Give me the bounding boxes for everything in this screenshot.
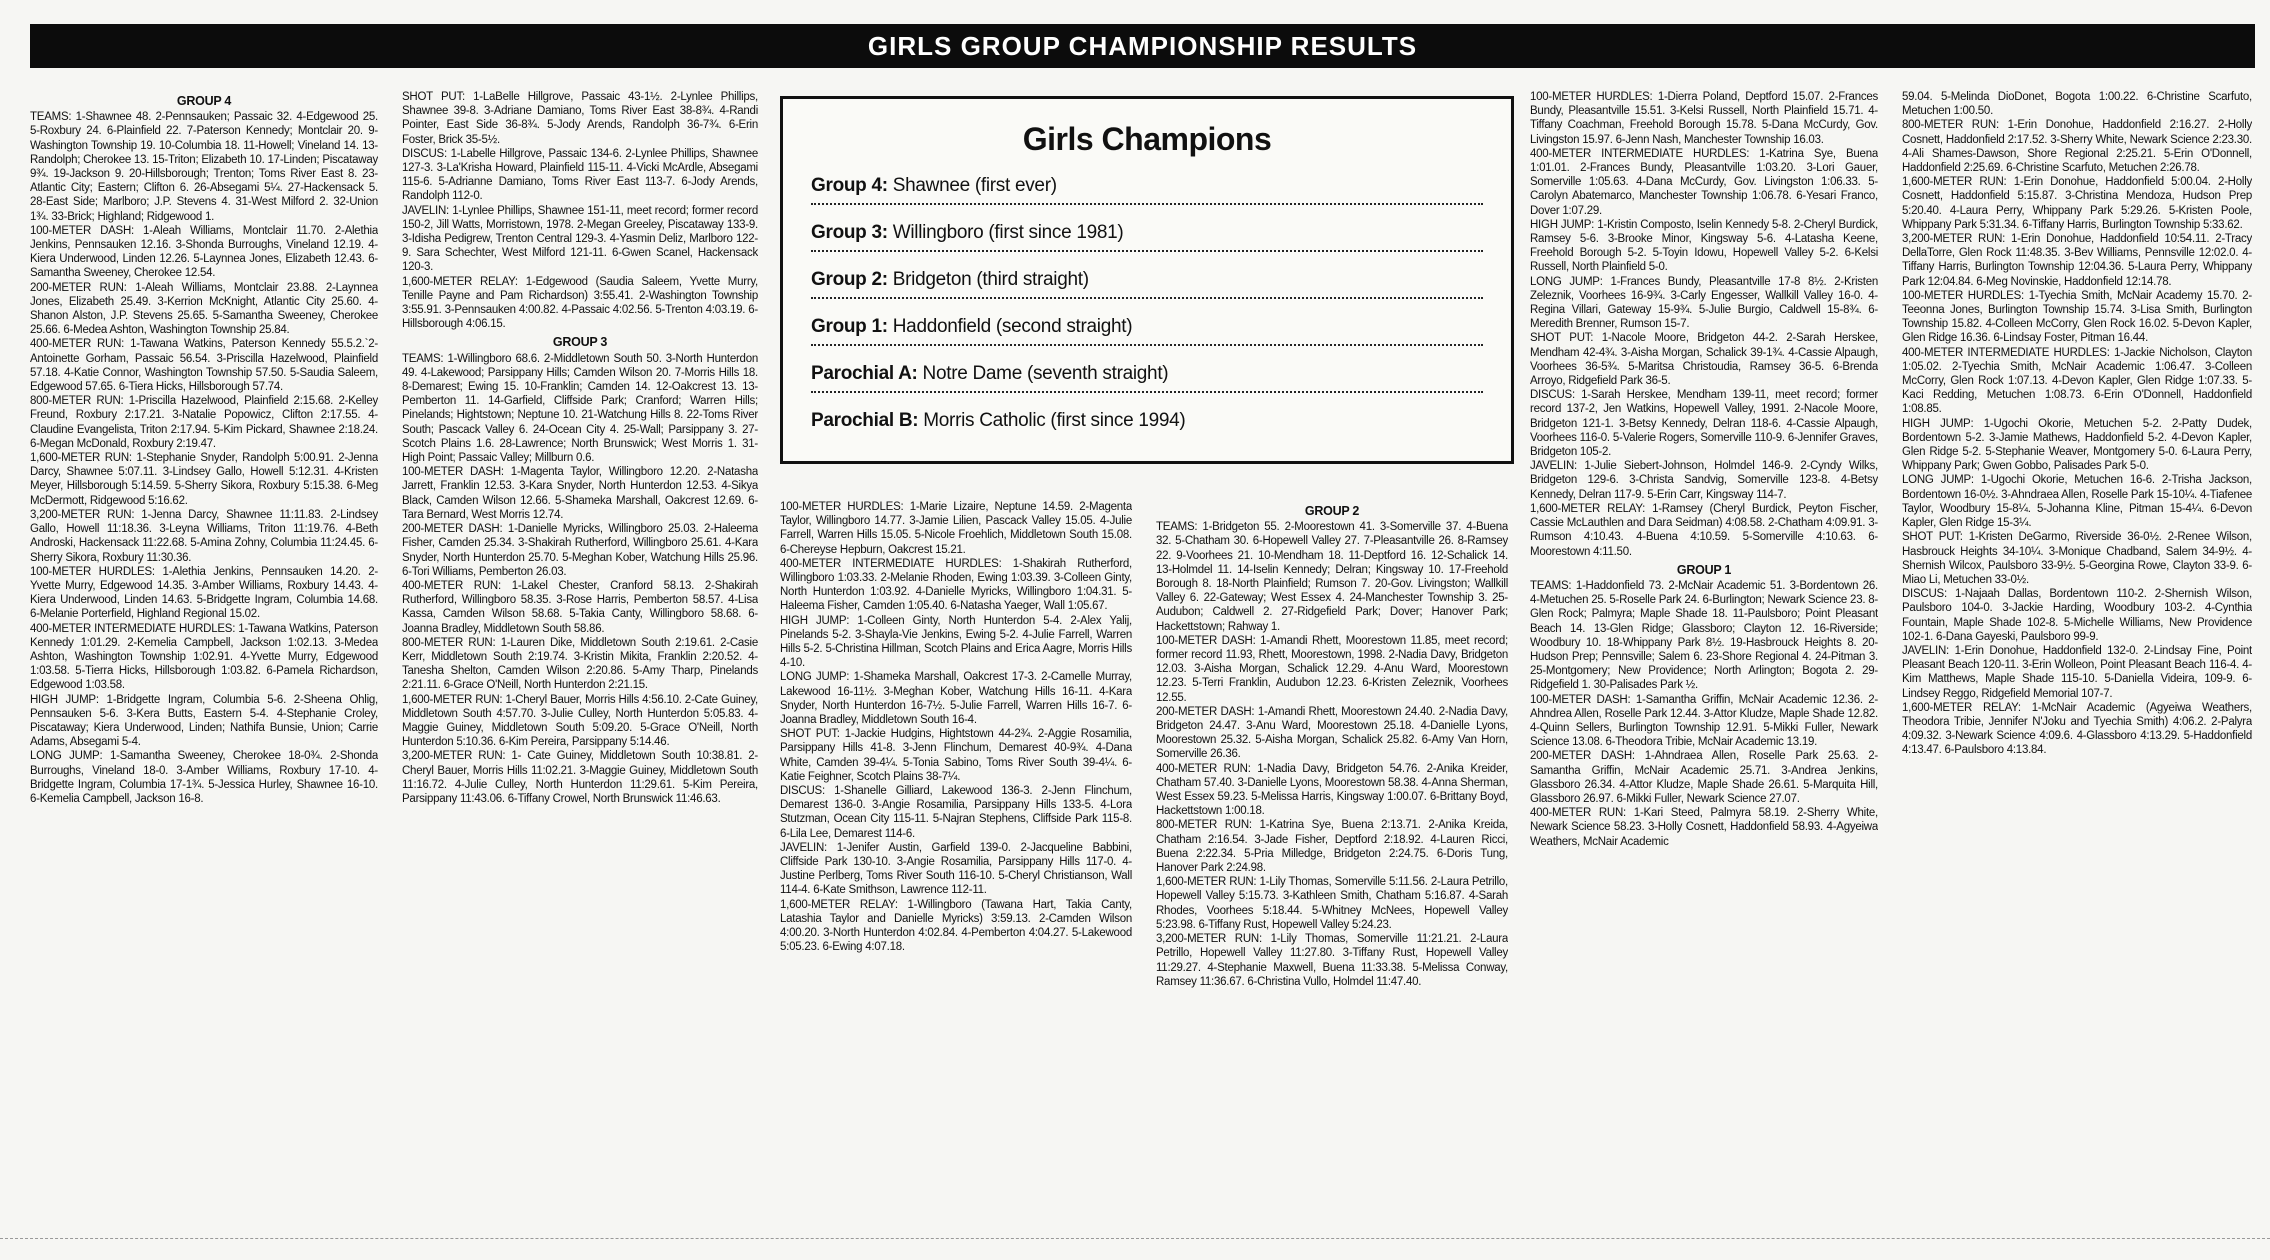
champion-row	[811, 216, 1483, 252]
paragraph-list	[402, 352, 758, 807]
event-result-paragraph: 100-METER HURDLES: 1-Marie Lizaire, Neptune 14.59. 2-Magenta Taylor, Willingboro 14.77. 3-Jamie Lilien, Pascack Valley 15.05. 4-Julie Farrell, Warren Hills 15.05. 5-Nicole Froehlich, Middletown South 15.08. 6-Chereyse Hepburn, Oakcrest 15.21.	[780, 501, 1132, 556]
results-column-3	[780, 500, 1132, 1245]
event-result-paragraph: 3,200-METER RUN: 1-Jenna Darcy, Shawnee 11:11.83. 2-Lindsey Gallo, Howell 11:18.36. 3-Leyna Williams, Triton 11:19.76. 4-Beth Androski, Hackensack 11:22.68. 5-Amina Zohny, Columbia 11:24.45. 6-Sherry Sikora, Roxbury 11:30.36.	[30, 508, 378, 564]
event-result-paragraph: 1,600-METER RELAY: 1-Edgewood (Saudia Saleem, Yvette Murry, Tenille Payne and Pam Richardson) 3:55.41. 2-Washington Township 3:55.91. 3-Pennsauken 4:00.82. 4-Passaic 4:02.56. 5-Trenton 4:03.19. 6-Hillsborough 4:06.15.	[402, 275, 758, 331]
page-banner: GIRLS GROUP CHAMPIONSHIP RESULTS	[30, 24, 2255, 68]
event-result-paragraph: JAVELIN: 1-Jenifer Austin, Garfield 139-0. 2-Jacqueline Babbini, Cliffside Park 130-10. 3-Angie Rosamilia, Parsippany Hills 117-0. 4-Justine Perlberg, Toms River South 116-10. 5-Cheryl Christianson, Wall 114-4. 6-Kate Smithson, Lawrence 112-11.	[780, 841, 1132, 897]
champion-row	[811, 404, 1483, 438]
champion-row	[811, 357, 1483, 393]
event-result-paragraph: 100-METER DASH: 1-Amandi Rhett, Moorestown 11.85, meet record; former record 11.93, Rhett, Moorestown, 1998. 2-Nadia Davy, Bridgeton 12.03. 3-Aisha Morgan, Schalick 12.29. 4-Anu Ward, Moorestown 12.23. 5-Terri Franklin, Audubon 12.23. 6-Kristen Zeleznik, Voorhees 12.55.	[1156, 634, 1508, 704]
event-result-paragraph: HIGH JUMP: 1-Bridgette Ingram, Columbia 5-6. 2-Sheena Ohlig, Pennsauken 5-6. 3-Kera Butts, Eastern 5-4. 4-Stephanie Croley, Piscataway; Kiera Underwood, Linden; Nathifa Bunsie, Union; Carrie Adams, Absegami 5-4.	[30, 693, 378, 749]
event-result-paragraph: 400-METER RUN: 1-Tawana Watkins, Paterson Kennedy 55.5.2.`2-Antoinette Gorham, Passaic 56.54. 3-Priscilla Hazelwood, Plainfield 57.18. 4-Katie Connor, Washington Township 57.50. 5-Saudia Saleem, Edgewood 57.65. 6-Tiera Hicks, Hillsborough 57.74.	[30, 338, 378, 394]
event-result-paragraph: HIGH JUMP: 1-Ugochi Okorie, Metuchen 5-2. 2-Patty Dudek, Bordentown 5-2. 3-Jamie Mathews, Haddonfield 5-2. 4-Devon Kapler, Glen Ridge 5-2. 5-Stephanie Weaver, Montgomery 5-0. 6-Laura Perry, Whippany Park; Gwen Gobbo, Palisades Park 5-0.	[1902, 417, 2252, 473]
event-result-paragraph: JAVELIN: 1-Julie Siebert-Johnson, Holmdel 146-9. 2-Cyndy Wilks, Bridgeton 129-6. 3-Christa Sandvig, Somerville 123-8. 4-Betsy Kennedy, Delran 117-9. 5-Erin Carr, Kingsway 114-7.	[1530, 460, 1878, 501]
event-result-paragraph: 100-METER DASH: 1-Samantha Griffin, McNair Academic 12.36. 2-Ahndrea Allen, Roselle Park 12.44. 3-Attor Kludze, Maple Shade 12.82. 4-Quinn Sellers, Burlington Township 12.91. 5-Mikki Fuller, Newark Science 13.08. 6-Theodora Tribie, McNair Academic 13.19.	[1530, 693, 1878, 749]
event-result-paragraph: 1,600-METER RELAY: 1-Willingboro (Tawana Hart, Takia Canty, Latashia Taylor and Danielle Myricks) 3:59.13. 2-Camden Wilson 4:00.20. 3-North Hunterdon 4:02.84. 4-Pemberton 4:04.27. 5-Lakewood 5:05.23. 6-Ewing 4:07.18.	[780, 898, 1132, 954]
event-result-paragraph: 1,600-METER RELAY: 1-Ramsey (Cheryl Burdick, Peyton Fischer, Cassie McLauthlen and Dara Seidman) 4:08.58. 2-Chatham 4:09.91. 3-Rumson 4:10.43. 4-Buena 4:10.59. 5-Somerville 4:10.63. 6-Moorestown 4:11.50.	[1530, 502, 1878, 558]
results-column-2	[402, 90, 758, 1245]
champion-group-label: Group 2:	[811, 269, 888, 290]
event-result-paragraph: LONG JUMP: 1-Frances Bundy, Pleasantville 17-8 8½. 2-Kristen Zeleznik, Voorhees 16-9¾. 3-Carly Engesser, Wallkill Valley 16-0. 4-Regina Villari, Gateway 15-9¾. 5-Julie Burgio, Caldwell 15-8¾. 6-Meredith Brenner, Rumson 15-7.	[1530, 275, 1878, 331]
results-column-5	[1530, 90, 1878, 1245]
results-column-4	[1156, 500, 1508, 1245]
event-result-paragraph: DISCUS: 1-Labelle Hillgrove, Passaic 134-6. 2-Lynlee Phillips, Shawnee 127-3. 3-La'Krisha Howard, Plainfield 115-11. 4-Vicki McArdle, Absegami 115-6. 5-Adrianne Damiano, Toms River East 113-7. 6-Jody Arends, Randolph 112-0.	[402, 147, 758, 203]
event-result-paragraph: TEAMS: 1-Bridgeton 55. 2-Moorestown 41. 3-Somerville 37. 4-Buena 32. 5-Chatham 30. 6-Hopewell Valley 27. 7-Pleasantville 26. 8-Ramsey 22. 9-Voorhees 21. 10-Mendham 18. 11-Deptford 16. 12-Schalick 14. 13-Holmdel 11. 14-Iselin Kennedy; Delran; Kingsway 10. 17-Freehold Borough 8. 18-North Plainfield; Rumson 7. 20-Gov. Livingston; Wallkill Valley 6. 22-Gateway; West Essex 4. 24-Manchester Township 3. 25-Audubon; Caldwell 2. 27-Ridgefield Park; Dover; Hanover Park; Hackettstown; Rahway 1.	[1156, 521, 1508, 633]
champion-team: Morris Catholic (first since 1994)	[923, 410, 1186, 431]
event-result-paragraph: DISCUS: 1-Shanelle Gilliard, Lakewood 136-3. 2-Jenn Flinchum, Demarest 136-0. 3-Angie Rosamilia, Parsippany Hills 133-5. 4-Lora Stutzman, Ocean City 115-11. 5-Najran Stephens, Cliffside Park 115-8. 6-Lila Lee, Demarest 114-6.	[780, 785, 1132, 840]
champion-row	[811, 169, 1483, 205]
paragraph-list	[30, 110, 378, 806]
event-result-paragraph: LONG JUMP: 1-Ugochi Okorie, Metuchen 16-6. 2-Trisha Jackson, Bordentown 16-0½. 3-Ahndraea Allen, Roselle Park 15-10¼. 4-Tiafenee Taylor, Woodbury 15-8¼. 5-Johanna Kline, Pitman 15-4¼. 6-Devon Kapler, Glen Ridge 15-3¼.	[1902, 474, 2252, 530]
section-heading-group-3: GROUP 3	[552, 335, 608, 350]
event-result-paragraph: 400-METER RUN: 1-Lakel Chester, Cranford 58.13. 2-Shakirah Rutherford, Willingboro 58.35. 3-Rose Harris, Pemberton 58.57. 4-Lisa Kassa, Camden Wilson 58.68. 5-Takia Canty, Willingboro 58.68. 6-Joanna Bradley, Middletown South 58.86.	[402, 579, 758, 635]
event-result-paragraph: 400-METER INTERMEDIATE HURDLES: 1-Tawana Watkins, Paterson Kennedy 1:01.29. 2-Kemelia Campbell, Jackson 1:02.13. 3-Medea Ashton, Washington Township 1:02.91. 4-Yvette Murry, Edgewood 1:03.58. 5-Tierra Hicks, Hillsborough 1:03.82. 6-Pamela Richardson, Edgewood 1:03.58.	[30, 622, 378, 692]
event-result-paragraph: 1,600-METER RUN: 1-Cheryl Bauer, Morris Hills 4:56.10. 2-Cate Guiney, Middletown South 4:57.70. 3-Julie Culley, North Hunterdon 5:05.83. 4-Maggie Guiney, Middletown South 5:09.20. 5-Grace O'Neill, North Hunterdon 5:10.36. 6-Kim Pereira, Parsippany 5:14.46.	[402, 693, 758, 749]
event-result-paragraph: DISCUS: 1-Sarah Herskee, Mendham 139-11, meet record; former record 137-2, Jen Watkins, Hopewell Valley, 1991. 2-Nacole Moore, Bridgeton 121-1. 3-Betsy Kennedy, Delran 118-6. 4-Cassie Alpaugh, Voorhees 116-0. 5-Valerie Rogers, Somerville 110-9. 6-Jennifer Graves, Bridgeton 105-2.	[1530, 389, 1878, 459]
event-result-paragraph: 3,200-METER RUN: 1-Lily Thomas, Somerville 11:21.21. 2-Laura Petrillo, Hopewell Valley 11:27.80. 3-Tiffany Rust, Hopewell Valley 11:29.27. 4-Stephanie Maxwell, Buena 11:33.38. 5-Melissa Conway, Ramsey 11:36.67. 6-Christina Vullo, Holmdel 11:47.40.	[1156, 933, 1508, 988]
event-result-paragraph: 400-METER RUN: 1-Kari Steed, Palmyra 58.19. 2-Sherry White, Newark Science 58.23. 3-Holly Cosnett, Haddonfield 58.93. 4-Agyeiwa Weathers, McNair Academic	[1530, 807, 1878, 848]
event-result-paragraph: HIGH JUMP: 1-Colleen Ginty, North Hunterdon 5-4. 2-Alex Yalij, Pinelands 5-2. 3-Shayla-Vie Jenkins, Ewing 5-2. 4-Julie Farrell, Warren Hills 5-2. 5-Christina Hillman, Scotch Plains and Erica Aagre, Morris Hills 4-10.	[780, 614, 1132, 670]
champion-group-label: Parochial B:	[811, 410, 919, 431]
event-result-paragraph: 100-METER HURDLES: 1-Alethia Jenkins, Pennsauken 14.20. 2-Yvette Murry, Edgewood 14.35. 3-Amber Williams, Roxbury 14.43. 4-Kiera Underwood, Linden 14.63. 5-Bridgette Ingram, Columbia 14.68. 6-Melanie Porterfield, Highland Regional 15.02.	[30, 565, 378, 621]
champion-team: Bridgeton (third straight)	[892, 269, 1089, 290]
event-result-paragraph: 1,600-METER RUN: 1-Erin Donohue, Haddonfield 5:00.04. 2-Holly Cosnett, Haddonfield 5:15.87. 3-Christina Mendoza, Hudson Prep 5:20.40. 4-Laura Perry, Whippany Park 5:29.26. 5-Kristen Poole, Whippany Park 5:31.34. 6-Tiffany Harris, Burlington Township 5:33.62.	[1902, 176, 2252, 231]
champion-team: Shawnee (first ever)	[892, 175, 1057, 196]
event-result-paragraph: 400-METER INTERMEDIATE HURDLES: 1-Jackie Nicholson, Clayton 1:05.02. 2-Tyechia Smith, McNair Academic 1:06.47. 3-Colleen McCorry, Glen Rock 1:07.13. 4-Devon Kapler, Glen Ridge 1:07.33. 5-Kaci Redding, Metuchen 1:08.73. 6-Erin O'Donnell, Haddonfield 1:08.85.	[1902, 346, 2252, 416]
champion-group-label: Group 4:	[811, 175, 888, 196]
champion-team: Notre Dame (seventh straight)	[922, 363, 1169, 384]
champion-group-label: Parochial A:	[811, 363, 918, 384]
event-result-paragraph: 800-METER RUN: 1-Priscilla Hazelwood, Plainfield 2:15.68. 2-Kelley Freund, Roxbury 2:17.21. 3-Natalie Popowicz, Clifton 2:17.55. 4-Claudine Evangelista, Triton 2:17.94. 5-Kim Pickard, Shawnee 2:18.24. 6-Megan McDonald, Roxbury 2:19.47.	[30, 395, 378, 450]
section-heading-group-1: GROUP 1	[1676, 562, 1732, 577]
event-result-paragraph: 200-METER DASH: 1-Danielle Myricks, Willingboro 25.03. 2-Haleema Fisher, Camden 25.34. 3-Shakirah Rutherford, Willingboro 25.61. 4-Kara Snyder, North Hunterdon 25.70. 5-Meghan Kober, Watchung Hills 25.96. 6-Tori Williams, Pemberton 26.03.	[402, 523, 758, 578]
event-result-paragraph: 800-METER RUN: 1-Erin Donohue, Haddonfield 2:16.27. 2-Holly Cosnett, Haddonfield 2:17.52. 3-Sherry White, Newark Science 2:23.30. 4-Ali Shames-Dawson, Shore Regional 2:25.21. 5-Erin O'Donnell, Haddonfield 2:25.69. 6-Christine Scarfuto, Metuchen 2:26.78.	[1902, 119, 2252, 175]
event-result-paragraph: LONG JUMP: 1-Shameka Marshall, Oakcrest 17-3. 2-Camelle Murray, Lakewood 16-11½. 3-Meghan Kober, Watchung Hills 16-11. 4-Kara Snyder, North Hunterdon 16-7½. 5-Julie Farrell, Warren Hills 16-7. 6-Joanna Bradley, Middletown South 16-4.	[780, 671, 1132, 727]
champions-box-title: Girls Champions	[1022, 121, 1272, 157]
champion-row	[811, 310, 1483, 346]
event-result-paragraph: 100-METER DASH: 1-Aleah Williams, Montclair 11.70. 2-Alethia Jenkins, Pennsauken 12.16. 3-Shonda Burroughs, Vineland 12.19. 4-Kiera Underwood, Linden 12.26. 5-Laynnea Jones, Elizabeth 12.43. 6-Samantha Sweeney, Cherokee 12.54.	[30, 224, 378, 280]
champion-group-label: Group 1:	[811, 316, 888, 337]
champion-team: Haddonfield (second straight)	[892, 316, 1133, 337]
paragraph-list	[1530, 579, 1878, 849]
paragraph-list	[1902, 90, 2252, 758]
section-heading-group-4: GROUP 4	[176, 94, 232, 108]
champion-group-label: Group 3:	[811, 222, 888, 243]
event-result-paragraph: 1,600-METER RUN: 1-Stephanie Snyder, Randolph 5:00.91. 2-Jenna Darcy, Shawnee 5:07.11. 3-Lindsey Gallo, Howell 5:12.31. 4-Kristen Meyer, Hillsborough 5:14.59. 5-Sherry Sikora, Roxbury 5:15.38. 6-Meg McDermott, Ridgewood 5:16.62.	[30, 452, 378, 507]
event-result-paragraph: 1,600-METER RELAY: 1-McNair Academic (Agyeiwa Weathers, Theodora Tribie, Jennifer N'Joku and Tyechia Smith) 4:06.2. 2-Palyra 4:09.32. 3-Newark Science 4:09.6. 4-Glassboro 4:13.29. 5-Haddonfield 4:13.47. 6-Paulsboro 4:13.84.	[1902, 701, 2252, 757]
event-result-paragraph: 200-METER RUN: 1-Aleah Williams, Montclair 23.88. 2-Laynnea Jones, Elizabeth 25.49. 3-Kerrion McKnight, Atlantic City 25.60. 4-Shanon Alston, J.P. Stevens 25.65. 5-Samantha Sweeney, Cherokee 25.66. 6-Medea Ashton, Washington Township 25.84.	[30, 281, 378, 337]
event-result-paragraph: SHOT PUT: 1-LaBelle Hillgrove, Passaic 43-1½. 2-Lynlee Phillips, Shawnee 39-8. 3-Adriane Damiano, Toms River East 38-8¾. 4-Randi Pointer, East Side 36-8¾. 5-Jody Arends, Randolph 36-7¾. 6-Erin Foster, Brick 35-5½.	[402, 91, 758, 146]
event-result-paragraph: TEAMS: 1-Shawnee 48. 2-Pennsauken; Passaic 32. 4-Edgewood 25. 5-Roxbury 24. 6-Plainfield 22. 7-Paterson Kennedy; Montclair 20. 9-Washington Township 19. 10-Columbia 18. 11-Howell; Vineland 14. 13-Randolph; Cherokee 13. 15-Triton; Elizabeth 10. 17-Linden; Piscataway 9¾. 19-Jackson 9. 20-Hillsborough; Trenton; Toms River East 8. 23-Atlantic City; Eastern; Clifton 6. 26-Absegami 5¼. 27-Hackensack 5. 28-East Side; Marlboro; J.P. Stevens 4. 31-West Milford 2. 32-Union 1¾. 33-Brick; Highland; Ridgewood 1.	[30, 111, 378, 223]
event-result-paragraph: 200-METER DASH: 1-Amandi Rhett, Moorestown 24.40. 2-Nadia Davy, Bridgeton 24.47. 3-Anu Ward, Moorestown 25.18. 4-Danielle Lyons, Moorestown 25.32. 5-Aisha Morgan, Schalick 25.82. 6-Amy Van Horn, Somerville 26.36.	[1156, 705, 1508, 761]
event-result-paragraph: 800-METER RUN: 1-Katrina Sye, Buena 2:13.71. 2-Anika Kreida, Chatham 2:16.54. 3-Jade Fisher, Deptford 2:18.92. 4-Lauren Ricci, Buena 2:22.34. 5-Pria Milledge, Bridgeton 2:24.75. 6-Doris Tung, Hanover Park 2:24.98.	[1156, 819, 1508, 875]
champion-row	[811, 263, 1483, 299]
champions-box	[780, 96, 1514, 464]
event-result-paragraph: TEAMS: 1-Willingboro 68.6. 2-Middletown South 50. 3-North Hunterdon 49. 4-Lakewood; Parsippany Hills; Camden Wilson 20. 7-Morris Hills 18. 8-Demarest; Ewing 15. 10-Franklin; Camden 14. 12-Oakcrest 13. 13-Pemberton 11. 14-Garfield, Cliffside Park; Cranford; Warren Hills; Pinelands; Hightstown; Neptune 10. 21-Watchung Hills 8. 22-Toms River South; Pascack Valley 6. 24-Ocean City 4. 25-Wall; Parsippany 3. 27-Scotch Plains 1.6. 28-Lawrence; North Brunswick; West Morris 1. 31-High Point; Passaic Valley; Millburn 0.6.	[402, 352, 758, 465]
event-result-paragraph: 3,200-METER RUN: 1-Erin Donohue, Haddonfield 10:54.11. 2-Tracy DellaTorre, Glen Rock 11:48.35. 3-Bev Williams, Pennsville 12:02.0. 4-Tiffany Harris, Burlington Township 12:04.36. 5-Laura Perry, Whippany Park 12:04.84. 6-Meg Novinskie, Haddonfield 12:14.78.	[1902, 233, 2252, 288]
section-heading-group-2: GROUP 2	[1304, 504, 1360, 518]
event-result-paragraph: 200-METER DASH: 1-Ahndraea Allen, Roselle Park 25.63. 2-Samantha Griffin, McNair Academic 25.71. 3-Andrea Jenkins, Glassboro 26.34. 4-Attor Kludze, Maple Shade 26.61. 5-Marquita Hill, Glassboro 26.97. 6-Mikki Fuller, Newark Science 27.07.	[1530, 750, 1878, 805]
event-result-paragraph: SHOT PUT: 1-Nacole Moore, Bridgeton 44-2. 2-Sarah Herskee, Mendham 42-4¾. 3-Aisha Morgan, Schalick 39-1¾. 4-Cassie Alpaugh, Voorhees 36-5¾. 5-Maritsa Christoudia, Ramsey 36-5. 6-Brenda Arroyo, Ridgefield Park 36-5.	[1530, 332, 1878, 388]
results-column-1	[30, 90, 378, 1245]
event-result-paragraph: LONG JUMP: 1-Samantha Sweeney, Cherokee 18-0¾. 2-Shonda Burroughs, Vineland 18-0. 3-Amber Williams, Roxbury 17-10. 4-Bridgette Ingram, Columbia 17-1¾. 5-Jessica Hurley, Shawnee 16-10. 6-Kemelia Campbell, Jackson 16-8.	[30, 750, 378, 805]
event-result-paragraph: 100-METER HURDLES: 1-Tyechia Smith, McNair Academy 15.70. 2-Teeonna Jones, Burlington Township 15.74. 3-Lisa Smith, Burlington Township 15.82. 4-Colleen McCorry, Glen Rock 16.02. 5-Devon Kapler, Glen Ridge 16.36. 6-Lindsay Foster, Pitman 16.44.	[1902, 289, 2252, 345]
event-result-paragraph: 400-METER INTERMEDIATE HURDLES: 1-Shakirah Rutherford, Willingboro 1:03.33. 2-Melanie Rhoden, Ewing 1:03.39. 3-Colleen Ginty, North Hunterdon 1:03.92. 4-Danielle Myricks, Willingboro 1:04.31. 5-Haleema Fisher, Camden 1:05.40. 6-Natasha Yaeger, Wall 1:05.67.	[780, 557, 1132, 613]
event-result-paragraph: SHOT PUT: 1-Jackie Hudgins, Hightstown 44-2¾. 2-Aggie Rosamilia, Parsippany Hills 41-8. 3-Jenn Flinchum, Demarest 40-9¾. 4-Dana White, Camden 39-4¼. 5-Tonia Sabino, Toms River South 39-4¼. 6-Katie Feighner, Scotch Plains 38-7¼.	[780, 728, 1132, 783]
event-result-paragraph: 1,600-METER RUN: 1-Lily Thomas, Somerville 5:11.56. 2-Laura Petrillo, Hopewell Valley 5:15.73. 3-Kathleen Smith, Chatham 5:16.87. 4-Sarah Rhodes, Voorhees 5:18.44. 5-Whitney McNees, Hopewell Valley 5:23.98. 6-Tiffany Rust, Hopewell Valley 5:24.23.	[1156, 876, 1508, 931]
results-column-6	[1902, 90, 2252, 1245]
event-result-paragraph: 100-METER HURDLES: 1-Dierra Poland, Deptford 15.07. 2-Frances Bundy, Pleasantville 15.51. 3-Kelsi Russell, North Plainfield 15.71. 4-Tiffany Coachman, Freehold Borough 15.78. 5-Dana McCurdy, Gov. Livingston 15.97. 6-Jenn Nash, Manchester Township 16.03.	[1530, 91, 1878, 146]
paragraph-list	[1156, 520, 1508, 989]
event-result-paragraph: 400-METER RUN: 1-Nadia Davy, Bridgeton 54.76. 2-Anika Kreider, Chatham 57.40. 3-Danielle Lyons, Moorestown 58.38. 4-Anna Sherman, West Essex 59.23. 5-Melissa Harris, Kingsway 1:00.07. 6-Brittany Boyd, Hackettstown 1:00.18.	[1156, 762, 1508, 818]
event-result-paragraph: JAVELIN: 1-Lynlee Phillips, Shawnee 151-11, meet record; former record 150-2, Jill Watts, Morristown, 1978. 2-Megan Greeley, Piscataway 133-9. 3-Idisha Pedigrew, Trenton Central 129-3. 4-Yasmin Deliz, Marlboro 122-9. Sara Schechter, West Milford 121-11. 6-Gwen Scanel, Hackensack 120-3.	[402, 204, 758, 274]
paragraph-list	[402, 90, 758, 331]
event-result-paragraph: 59.04. 5-Melinda DioDonet, Bogota 1:00.22. 6-Christine Scarfuto, Metuchen 1:00.50.	[1902, 91, 2252, 118]
event-result-paragraph: 400-METER INTERMEDIATE HURDLES: 1-Katrina Sye, Buena 1:01.01. 2-Frances Bundy, Pleasantville 1:03.20. 3-Lori Gauer, Somerville 1:05.63. 4-Dana McCurdy, Gov. Livingston 1:06.33. 5-Carolyn Abatemarco, Manchester Township 1:06.78. 6-Yesari Franco, Dover 1:07.29.	[1530, 147, 1878, 217]
event-result-paragraph: DISCUS: 1-Najaah Dallas, Bordentown 110-2. 2-Shernish Wilson, Paulsboro 104-0. 3-Jackie Harding, Woodbury 103-2. 4-Cynthia Fountain, Maple Shade 102-8. 5-Michelle Williams, New Providence 102-1. 6-Dana Gayeski, Paulsboro 99-9.	[1902, 588, 2252, 643]
event-result-paragraph: JAVELIN: 1-Erin Donohue, Haddonfield 132-0. 2-Lindsay Fine, Point Pleasant Beach 120-11. 3-Erin Wolleon, Point Pleasant Beach 116-4. 4-Kim Matthews, Maple Shade 115-10. 5-Daniella Videira, 109-9. 6-Lindsey Reggo, Ridgefield Memorial 107-7.	[1902, 644, 2252, 700]
champion-team: Willingboro (first since 1981)	[892, 222, 1124, 243]
paragraph-list	[1530, 90, 1878, 559]
page-fold-line	[0, 1238, 2270, 1240]
event-result-paragraph: SHOT PUT: 1-Kristen DeGarmo, Riverside 36-0½. 2-Renee Wilson, Hasbrouck Heights 34-10¼. 3-Monique Chadband, Salem 34-9½. 4-Shernish Wilcox, Paulsboro 33-9½. 5-Georgina Rowe, Clayton 33-9. 6-Miao Li, Metuchen 33-0½.	[1902, 531, 2252, 586]
event-result-paragraph: TEAMS: 1-Haddonfield 73. 2-McNair Academic 51. 3-Bordentown 26. 4-Metuchen 25. 5-Roselle Park 24. 6-Burlington; Newark Science 23. 8-Glen Rock; Palmyra; Maple Shade 18. 11-Paulsboro; Point Pleasant Beach 14. 13-Glen Ridge; Glassboro; Clayton 12. 16-Riverside; Woodbury 10. 18-Whippany Park 8½. 19-Hasbrouck Heights 8. 20-Hudson Prep; Pennsville; Salem 6. 23-Shore Regional 4. 24-Pitman 3. 25-Montgomery; New Providence; North Arlington; Bogota 2. 29-Ridgefield 1. 30-Palisades Park ½.	[1530, 579, 1878, 692]
event-result-paragraph: 3,200-METER RUN: 1- Cate Guiney, Middletown South 10:38.81. 2-Cheryl Bauer, Morris Hills 11:02.21. 3-Maggie Guiney, Middletown South 11:16.72. 4-Julie Culley, North Hunterdon 11:29.61. 5-Kim Pereira, Parsippany 11:43.06. 6-Tiffany Crowel, North Brunswick 11:46.63.	[402, 750, 758, 805]
event-result-paragraph: 100-METER DASH: 1-Magenta Taylor, Willingboro 12.20. 2-Natasha Jarrett, Franklin 12.53. 3-Kara Snyder, North Hunterdon 12.53. 4-Sikya Black, Camden Wilson 12.66. 5-Shameka Marshall, Oakcrest 12.69. 6-Tara Bernard, West Morris 12.74.	[402, 466, 758, 521]
paragraph-list	[780, 500, 1132, 955]
event-result-paragraph: HIGH JUMP: 1-Kristin Composto, Iselin Kennedy 5-8. 2-Cheryl Burdick, Ramsey 5-6. 3-Brooke Minor, Kingsway 5-6. 4-Latasha Keene, Freehold Borough 5-2. 5-Toyin Idowu, Hopewell Valley 5-2. 6-Kelsi Russell, North Plainfield 5-0.	[1530, 218, 1878, 274]
event-result-paragraph: 800-METER RUN: 1-Lauren Dike, Middletown South 2:19.61. 2-Casie Kerr, Middletown South 2:19.74. 3-Kristin Mikita, Franklin 2:20.52. 4-Tanesha Shelton, Camden Wilson 2:20.86. 5-Amy Tharp, Pinelands 2:21.11. 6-Grace O'Neill, North Hunterdon 2:21.15.	[402, 636, 758, 692]
